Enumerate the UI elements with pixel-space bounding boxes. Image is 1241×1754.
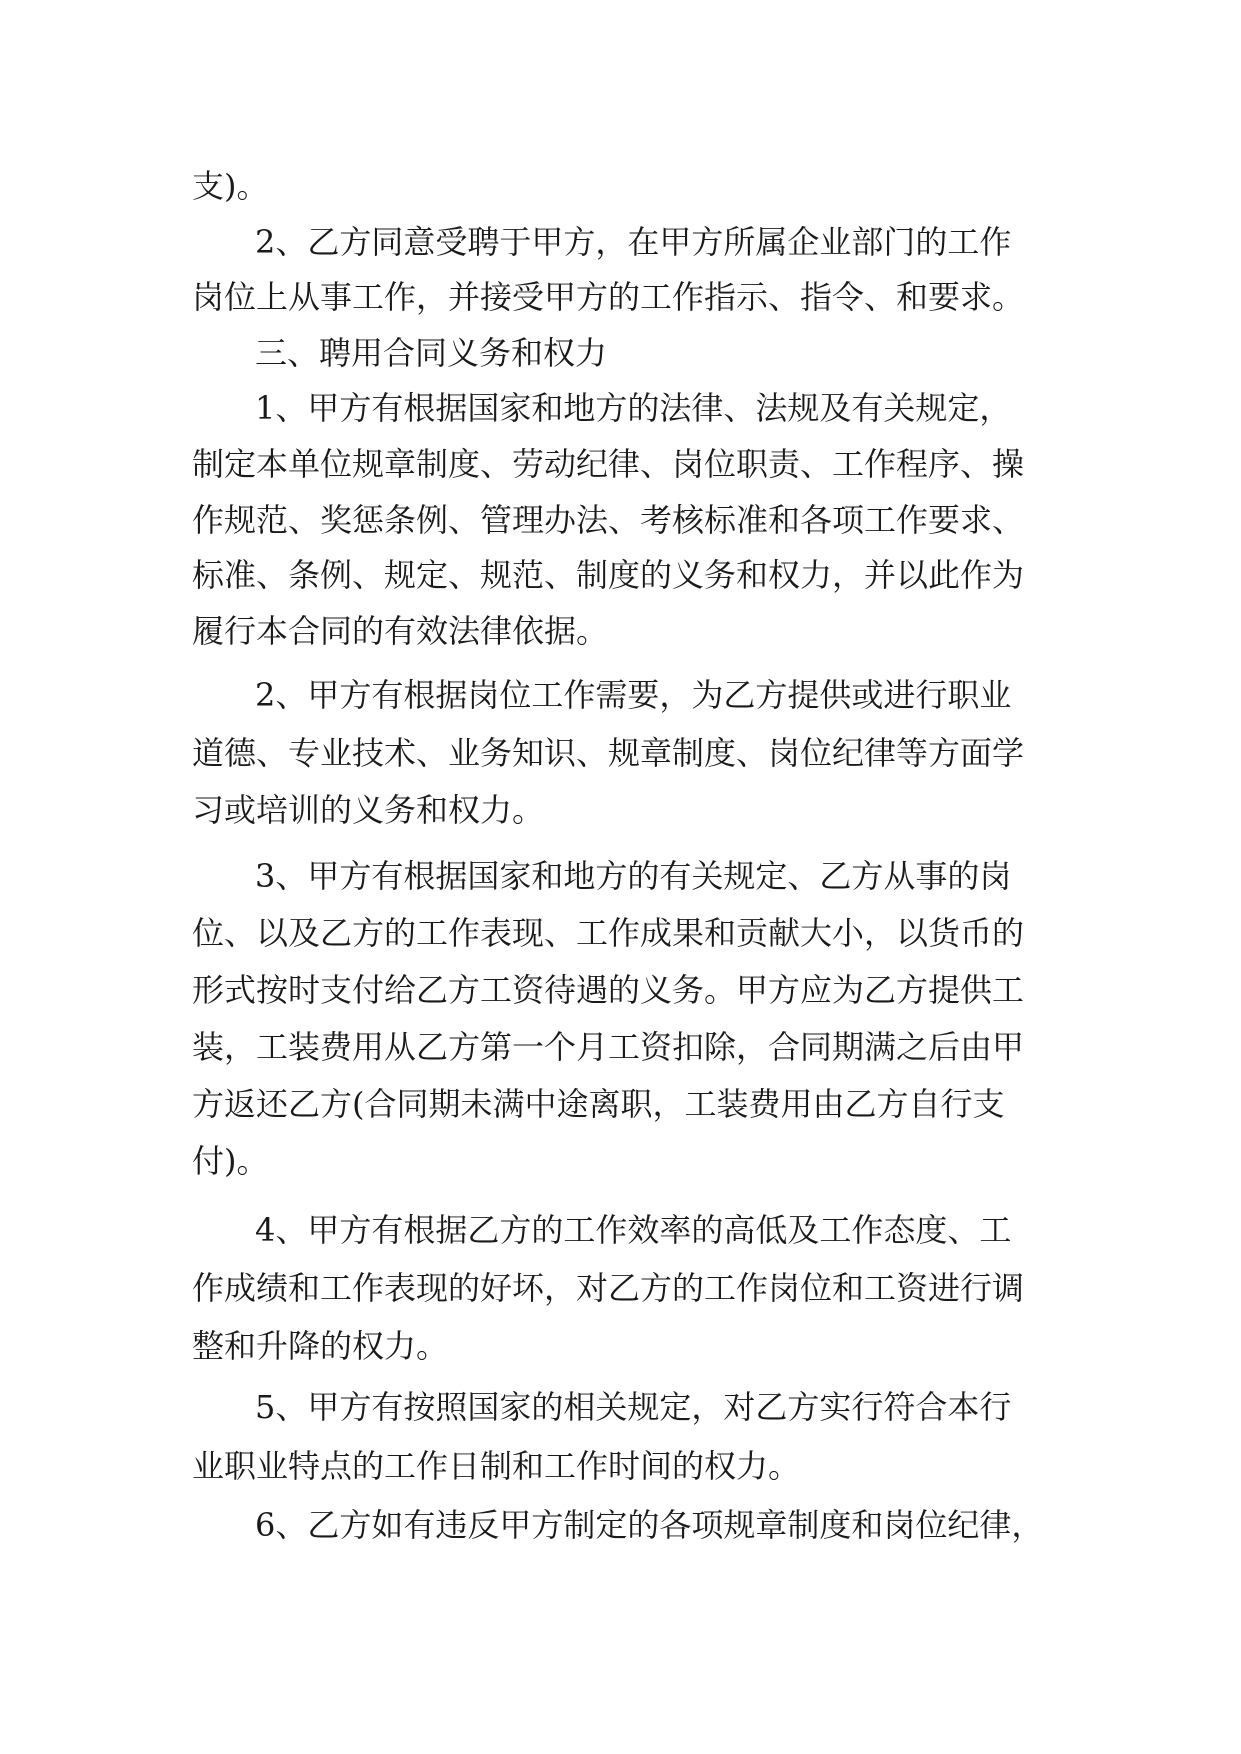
- line-text: 业职业特点的工作日制和工作时间的权力。: [192, 1447, 801, 1485]
- line-text: 付)。: [192, 1142, 269, 1180]
- line-text: 1、甲方有根据国家和地方的法律、法规及有关规定，: [255, 389, 1012, 427]
- line-text: 整和升降的权力。: [192, 1327, 449, 1365]
- section-heading: [0, 333, 1241, 373]
- line-text: 2、乙方同意受聘于甲方，在甲方所属企业部门的工作: [255, 223, 1012, 261]
- line-text: 5、甲方有按照国家的相关规定，对乙方实行符合本行: [255, 1388, 1012, 1426]
- text-line: [0, 166, 1241, 206]
- text-line: [0, 1141, 1241, 1181]
- text-line: [0, 388, 1241, 428]
- line-text: 形式按时支付给乙方工资待遇的义务。甲方应为乙方提供工: [192, 971, 1025, 1009]
- line-text: 装，工装费用从乙方第一个月工资扣除，合同期满之后由甲: [192, 1028, 1025, 1066]
- text-line: [0, 444, 1241, 484]
- line-text: 作规范、奖惩条例、管理办法、考核标准和各项工作要求、: [192, 501, 1025, 539]
- text-line: [0, 856, 1241, 896]
- line-text: 3、甲方有根据国家和地方的有关规定、乙方从事的岗: [255, 857, 1012, 895]
- text-line: [0, 555, 1241, 595]
- line-text: 支)。: [192, 167, 269, 205]
- text-line: [0, 913, 1241, 953]
- line-text: 2、甲方有根据岗位工作需要，为乙方提供或进行职业: [255, 676, 1012, 714]
- line-text: 岗位上从事工作，并接受甲方的工作指示、指令、和要求。: [192, 278, 1025, 316]
- text-line: [0, 1387, 1241, 1427]
- line-text: 位、以及乙方的工作表现、工作成果和贡献大小，以货币的: [192, 914, 1025, 952]
- line-text: 履行本合同的有效法律依据。: [192, 612, 609, 650]
- line-text: 制定本单位规章制度、劳动纪律、岗位职责、工作程序、操: [192, 445, 1025, 483]
- line-text: 习或培训的义务和权力。: [192, 791, 545, 829]
- line-text: 标准、条例、规定、规范、制度的义务和权力，并以此作为: [192, 556, 1025, 594]
- text-line: [0, 733, 1241, 773]
- line-text: 作成绩和工作表现的好坏，对乙方的工作岗位和工资进行调: [192, 1269, 1025, 1307]
- text-line: [0, 1446, 1241, 1486]
- text-line: [0, 277, 1241, 317]
- line-text: 道德、专业技术、业务知识、规章制度、岗位纪律等方面学: [192, 734, 1025, 772]
- text-line: [0, 675, 1241, 715]
- line-text: 方返还乙方(合同期未满中途离职，工装费用由乙方自行支: [192, 1085, 1005, 1123]
- text-line: [0, 1326, 1241, 1366]
- text-line: [0, 970, 1241, 1010]
- text-line: [0, 1084, 1241, 1124]
- line-text: 6、乙方如有违反甲方制定的各项规章制度和岗位纪律，: [255, 1506, 1044, 1544]
- text-line: [0, 790, 1241, 830]
- text-line: [0, 500, 1241, 540]
- text-line: [0, 1505, 1241, 1545]
- text-line: [0, 222, 1241, 262]
- line-text: 三、聘用合同义务和权力: [255, 334, 608, 372]
- text-line: [0, 1210, 1241, 1250]
- text-line: [0, 1268, 1241, 1308]
- line-text: 4、甲方有根据乙方的工作效率的高低及工作态度、工: [255, 1211, 1012, 1249]
- text-line: [0, 611, 1241, 651]
- text-line: [0, 1027, 1241, 1067]
